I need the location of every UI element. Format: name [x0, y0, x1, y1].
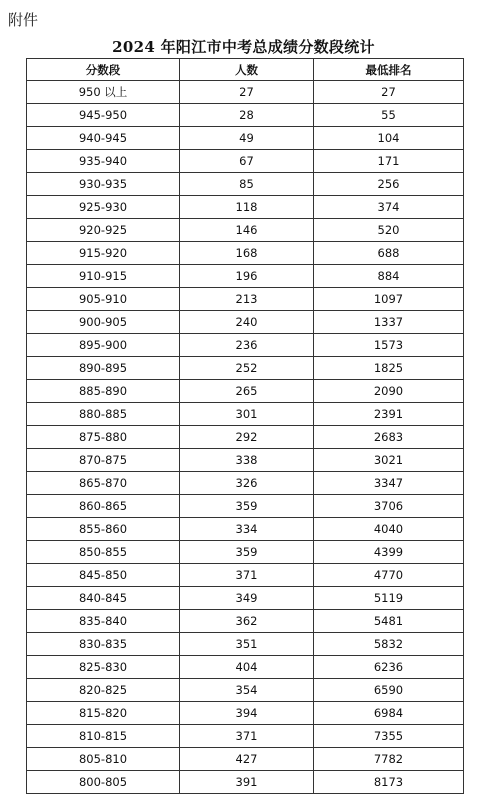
table-row [27, 403, 464, 426]
count-cell: 301 [180, 403, 314, 426]
min-rank-cell: 1337 [314, 311, 464, 334]
score-range-cell: 945-950 [27, 104, 180, 127]
score-range-cell: 845-850 [27, 564, 180, 587]
score-range-cell: 835-840 [27, 610, 180, 633]
table-row [27, 311, 464, 334]
table-row [27, 771, 464, 794]
score-range-cell: 875-880 [27, 426, 180, 449]
table-row [27, 265, 464, 288]
count-cell: 371 [180, 564, 314, 587]
count-cell: 146 [180, 219, 314, 242]
table-row [27, 610, 464, 633]
min-rank-cell: 1825 [314, 357, 464, 380]
min-rank-cell: 688 [314, 242, 464, 265]
count-cell: 240 [180, 311, 314, 334]
score-range-cell: 825-830 [27, 656, 180, 679]
min-rank-cell: 6590 [314, 679, 464, 702]
min-rank-cell: 7782 [314, 748, 464, 771]
table-row [27, 81, 464, 104]
score-range-cell: 920-925 [27, 219, 180, 242]
table-row [27, 104, 464, 127]
table-row [27, 748, 464, 771]
table-row [27, 541, 464, 564]
min-rank-cell: 8173 [314, 771, 464, 794]
count-cell: 265 [180, 380, 314, 403]
score-range-cell: 950 以上 [27, 81, 180, 104]
attachment-label: 附件 [8, 11, 39, 29]
min-rank-cell: 3706 [314, 495, 464, 518]
min-rank-cell: 1097 [314, 288, 464, 311]
table-row [27, 150, 464, 173]
count-cell: 338 [180, 449, 314, 472]
score-range-cell: 860-865 [27, 495, 180, 518]
count-cell: 354 [180, 679, 314, 702]
score-range-cell: 895-900 [27, 334, 180, 357]
min-rank-cell: 4040 [314, 518, 464, 541]
min-rank-cell: 5119 [314, 587, 464, 610]
score-range-cell: 905-910 [27, 288, 180, 311]
score-range-cell: 820-825 [27, 679, 180, 702]
count-cell: 351 [180, 633, 314, 656]
table-row [27, 196, 464, 219]
score-range-cell: 850-855 [27, 541, 180, 564]
table-row [27, 357, 464, 380]
table-row [27, 679, 464, 702]
table-row [27, 587, 464, 610]
table-row [27, 380, 464, 403]
count-cell: 196 [180, 265, 314, 288]
score-range-cell: 815-820 [27, 702, 180, 725]
min-rank-cell: 27 [314, 81, 464, 104]
count-cell: 292 [180, 426, 314, 449]
count-cell: 349 [180, 587, 314, 610]
score-range-cell: 915-920 [27, 242, 180, 265]
count-cell: 326 [180, 472, 314, 495]
score-distribution-table [26, 58, 464, 794]
table-row [27, 702, 464, 725]
count-cell: 27 [180, 81, 314, 104]
min-rank-cell: 104 [314, 127, 464, 150]
table-row [27, 173, 464, 196]
score-range-cell: 935-940 [27, 150, 180, 173]
score-range-cell: 830-835 [27, 633, 180, 656]
min-rank-cell: 2391 [314, 403, 464, 426]
count-cell: 359 [180, 495, 314, 518]
min-rank-cell: 171 [314, 150, 464, 173]
score-range-cell: 805-810 [27, 748, 180, 771]
count-cell: 49 [180, 127, 314, 150]
min-rank-cell: 256 [314, 173, 464, 196]
min-rank-cell: 884 [314, 265, 464, 288]
table-header [27, 59, 464, 81]
count-cell: 359 [180, 541, 314, 564]
header-row [27, 59, 464, 81]
count-cell: 213 [180, 288, 314, 311]
count-cell: 371 [180, 725, 314, 748]
score-range-cell: 910-915 [27, 265, 180, 288]
min-rank-cell: 520 [314, 219, 464, 242]
score-range-cell: 885-890 [27, 380, 180, 403]
score-range-cell: 925-930 [27, 196, 180, 219]
score-range-cell: 865-870 [27, 472, 180, 495]
header-min-rank: 最低排名 [314, 59, 464, 81]
document-title: 2024 年阳江市中考总成绩分数段统计 [112, 38, 375, 56]
min-rank-cell: 5481 [314, 610, 464, 633]
table-row [27, 288, 464, 311]
min-rank-cell: 5832 [314, 633, 464, 656]
score-range-cell: 800-805 [27, 771, 180, 794]
score-range-cell: 890-895 [27, 357, 180, 380]
count-cell: 168 [180, 242, 314, 265]
header-score-range: 分数段 [27, 59, 180, 81]
count-cell: 252 [180, 357, 314, 380]
min-rank-cell: 4399 [314, 541, 464, 564]
score-range-cell: 870-875 [27, 449, 180, 472]
min-rank-cell: 3021 [314, 449, 464, 472]
min-rank-cell: 374 [314, 196, 464, 219]
count-cell: 404 [180, 656, 314, 679]
count-cell: 85 [180, 173, 314, 196]
table-row [27, 219, 464, 242]
min-rank-cell: 1573 [314, 334, 464, 357]
count-cell: 391 [180, 771, 314, 794]
min-rank-cell: 2683 [314, 426, 464, 449]
table-row [27, 633, 464, 656]
score-range-cell: 855-860 [27, 518, 180, 541]
table-row [27, 495, 464, 518]
table-row [27, 564, 464, 587]
table-row [27, 426, 464, 449]
min-rank-cell: 2090 [314, 380, 464, 403]
min-rank-cell: 6236 [314, 656, 464, 679]
count-cell: 67 [180, 150, 314, 173]
table-row [27, 472, 464, 495]
min-rank-cell: 6984 [314, 702, 464, 725]
count-cell: 362 [180, 610, 314, 633]
table-row [27, 518, 464, 541]
count-cell: 236 [180, 334, 314, 357]
score-range-cell: 930-935 [27, 173, 180, 196]
min-rank-cell: 7355 [314, 725, 464, 748]
count-cell: 334 [180, 518, 314, 541]
count-cell: 118 [180, 196, 314, 219]
count-cell: 28 [180, 104, 314, 127]
min-rank-cell: 55 [314, 104, 464, 127]
score-range-cell: 840-845 [27, 587, 180, 610]
table-body [27, 81, 464, 794]
table-row [27, 242, 464, 265]
table-row [27, 725, 464, 748]
min-rank-cell: 4770 [314, 564, 464, 587]
table-row [27, 656, 464, 679]
table-row [27, 127, 464, 150]
score-range-cell: 900-905 [27, 311, 180, 334]
score-range-cell: 940-945 [27, 127, 180, 150]
count-cell: 394 [180, 702, 314, 725]
count-cell: 427 [180, 748, 314, 771]
score-range-cell: 880-885 [27, 403, 180, 426]
table-row [27, 449, 464, 472]
table-row [27, 334, 464, 357]
score-range-cell: 810-815 [27, 725, 180, 748]
min-rank-cell: 3347 [314, 472, 464, 495]
header-count: 人数 [180, 59, 314, 81]
